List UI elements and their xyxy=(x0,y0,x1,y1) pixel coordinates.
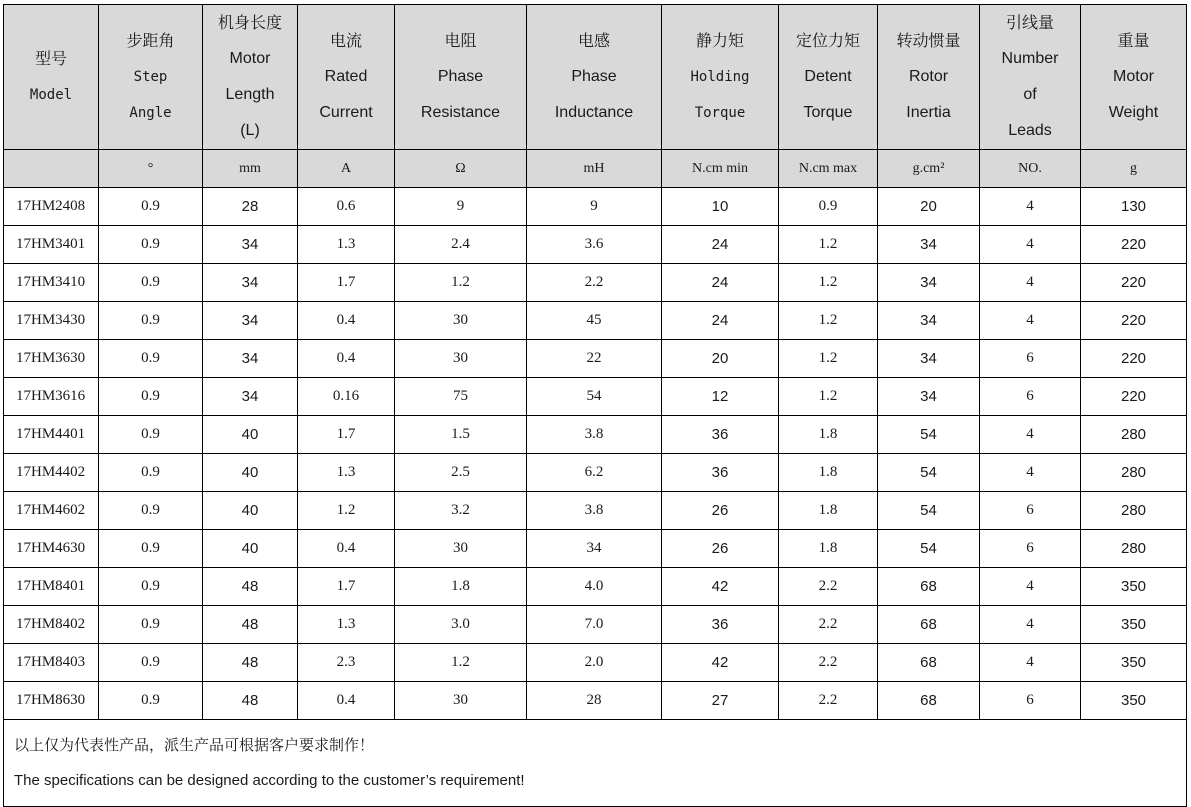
table-cell: 24 xyxy=(662,226,779,264)
table-cell: 220 xyxy=(1081,302,1187,340)
column-header xyxy=(99,5,203,150)
table-row xyxy=(4,682,1187,720)
table-cell: 6 xyxy=(980,340,1081,378)
table-cell: 48 xyxy=(203,606,298,644)
table-cell: 0.9 xyxy=(99,302,203,340)
model-cell: 17HM3616 xyxy=(4,378,99,416)
table-cell: 26 xyxy=(662,530,779,568)
column-unit: NO. xyxy=(980,150,1081,188)
table-cell: 7.0 xyxy=(527,606,662,644)
table-cell: 48 xyxy=(203,644,298,682)
table-cell: 2.4 xyxy=(395,226,527,264)
table-cell: 3.0 xyxy=(395,606,527,644)
column-header xyxy=(203,5,298,150)
table-cell: 4 xyxy=(980,302,1081,340)
table-cell: 1.7 xyxy=(298,568,395,606)
column-header-en: Phase xyxy=(437,68,484,85)
table-cell: 4 xyxy=(980,644,1081,682)
column-header-en: Detent xyxy=(804,68,852,85)
footer-note-en: The specifications can be designed according to the customer’s requirement! xyxy=(14,772,525,789)
table-cell: 4 xyxy=(980,568,1081,606)
model-cell: 17HM8402 xyxy=(4,606,99,644)
table-cell: 2.0 xyxy=(527,644,662,682)
table-cell: 3.8 xyxy=(527,416,662,454)
table-row xyxy=(4,454,1187,492)
model-cell: 17HM4630 xyxy=(4,530,99,568)
column-header-en: Phase xyxy=(571,68,617,85)
table-cell: 68 xyxy=(878,568,980,606)
table-cell: 34 xyxy=(878,226,980,264)
table-cell: 1.3 xyxy=(298,226,395,264)
column-unit: mH xyxy=(527,150,662,188)
table-row xyxy=(4,492,1187,530)
table-cell: 54 xyxy=(878,454,980,492)
table-cell: 1.2 xyxy=(779,302,878,340)
model-cell: 17HM3410 xyxy=(4,264,99,302)
table-cell: 0.4 xyxy=(298,302,395,340)
column-header-cn: 静力矩 xyxy=(695,31,744,50)
column-header-en: Inertia xyxy=(906,104,951,121)
column-header-cn: 电流 xyxy=(329,31,362,50)
table-row xyxy=(4,416,1187,454)
column-unit: ° xyxy=(99,150,203,188)
column-unit: Ω xyxy=(395,150,527,188)
table-cell: 350 xyxy=(1081,644,1187,682)
table-cell: 24 xyxy=(662,302,779,340)
column-header-en: Length xyxy=(225,86,275,103)
table-row xyxy=(4,378,1187,416)
table-row xyxy=(4,264,1187,302)
column-header-en: of xyxy=(1023,86,1037,103)
table-cell: 20 xyxy=(878,188,980,226)
table-cell: 24 xyxy=(662,264,779,302)
column-header-en: Torque xyxy=(803,104,853,121)
table-cell: 0.9 xyxy=(99,644,203,682)
table-cell: 1.8 xyxy=(779,492,878,530)
table-cell: 0.9 xyxy=(99,226,203,264)
table-cell: 36 xyxy=(662,416,779,454)
table-cell: 4 xyxy=(980,264,1081,302)
table-cell: 30 xyxy=(395,530,527,568)
table-cell: 4 xyxy=(980,188,1081,226)
table-cell: 0.9 xyxy=(99,568,203,606)
table-cell: 2.2 xyxy=(779,682,878,720)
table-cell: 34 xyxy=(203,264,298,302)
column-header-en: Motor xyxy=(229,50,271,67)
table-cell: 1.2 xyxy=(779,378,878,416)
table-row xyxy=(4,644,1187,682)
table-cell: 34 xyxy=(203,302,298,340)
column-unit xyxy=(4,150,99,188)
table-cell: 30 xyxy=(395,302,527,340)
table-cell: 54 xyxy=(878,416,980,454)
column-header-en: Holding xyxy=(690,69,750,85)
column-header-en: Resistance xyxy=(420,104,501,121)
table-cell: 30 xyxy=(395,682,527,720)
table-cell: 2.2 xyxy=(779,568,878,606)
table-cell: 280 xyxy=(1081,492,1187,530)
table-cell: 1.2 xyxy=(395,264,527,302)
column-header-en: Rotor xyxy=(908,68,949,85)
column-header xyxy=(878,5,980,150)
table-cell: 28 xyxy=(527,682,662,720)
table-cell: 350 xyxy=(1081,568,1187,606)
table-cell: 4 xyxy=(980,606,1081,644)
table-cell: 40 xyxy=(203,530,298,568)
table-cell: 1.7 xyxy=(298,264,395,302)
table-header xyxy=(4,5,1187,188)
table-cell: 36 xyxy=(662,454,779,492)
table-cell: 0.9 xyxy=(779,188,878,226)
column-header-cn: 定位力矩 xyxy=(795,31,860,50)
column-header xyxy=(527,5,662,150)
table-cell: 9 xyxy=(395,188,527,226)
table-cell: 2.2 xyxy=(779,606,878,644)
column-header-en: (L) xyxy=(240,122,260,139)
column-header xyxy=(4,5,99,150)
column-unit: N.cm max xyxy=(779,150,878,188)
table-cell: 4 xyxy=(980,416,1081,454)
table-cell: 0.9 xyxy=(99,606,203,644)
column-unit: N.cm min xyxy=(662,150,779,188)
table-cell: 0.16 xyxy=(298,378,395,416)
table-cell: 0.9 xyxy=(99,682,203,720)
table-cell: 20 xyxy=(662,340,779,378)
model-cell: 17HM4401 xyxy=(4,416,99,454)
model-cell: 17HM4602 xyxy=(4,492,99,530)
column-header-cn: 机身长度 xyxy=(217,13,282,32)
column-header-cn: 转动惯量 xyxy=(896,31,961,50)
table-cell: 1.8 xyxy=(395,568,527,606)
table-cell: 30 xyxy=(395,340,527,378)
table-cell: 2.3 xyxy=(298,644,395,682)
table-cell: 68 xyxy=(878,644,980,682)
footer-row xyxy=(4,720,1187,807)
table-cell: 0.9 xyxy=(99,454,203,492)
table-cell: 1.2 xyxy=(779,264,878,302)
table-cell: 350 xyxy=(1081,606,1187,644)
table-cell: 280 xyxy=(1081,416,1187,454)
table-cell: 0.9 xyxy=(99,378,203,416)
table-cell: 1.8 xyxy=(779,416,878,454)
table-cell: 1.8 xyxy=(779,530,878,568)
table-cell: 75 xyxy=(395,378,527,416)
table-cell: 45 xyxy=(527,302,662,340)
column-header xyxy=(662,5,779,150)
table-cell: 40 xyxy=(203,492,298,530)
column-header-en: Weight xyxy=(1108,104,1159,121)
table-cell: 0.4 xyxy=(298,682,395,720)
table-cell: 34 xyxy=(878,302,980,340)
table-cell: 28 xyxy=(203,188,298,226)
table-row xyxy=(4,606,1187,644)
column-header-cn: 电感 xyxy=(577,31,610,50)
table-cell: 3.6 xyxy=(527,226,662,264)
column-header-en: Step xyxy=(133,69,168,85)
table-cell: 6 xyxy=(980,492,1081,530)
table-cell: 2.2 xyxy=(779,644,878,682)
footer-note xyxy=(4,720,1187,807)
table-cell: 2.5 xyxy=(395,454,527,492)
table-cell: 0.9 xyxy=(99,416,203,454)
column-header-en: Angle xyxy=(129,105,172,121)
model-cell: 17HM4402 xyxy=(4,454,99,492)
table-cell: 280 xyxy=(1081,530,1187,568)
table-cell: 350 xyxy=(1081,682,1187,720)
table-cell: 68 xyxy=(878,682,980,720)
table-cell: 1.3 xyxy=(298,606,395,644)
model-cell: 17HM3401 xyxy=(4,226,99,264)
table-cell: 6 xyxy=(980,530,1081,568)
column-unit: g.cm² xyxy=(878,150,980,188)
table-row xyxy=(4,568,1187,606)
model-cell: 17HM3430 xyxy=(4,302,99,340)
table-cell: 34 xyxy=(203,226,298,264)
table-cell: 6.2 xyxy=(527,454,662,492)
table-cell: 34 xyxy=(527,530,662,568)
table-cell: 0.9 xyxy=(99,340,203,378)
column-header-en: Model xyxy=(29,87,73,103)
model-cell: 17HM8630 xyxy=(4,682,99,720)
column-header-cn: 步距角 xyxy=(126,31,175,50)
table-cell: 3.8 xyxy=(527,492,662,530)
column-header-en: Leads xyxy=(1008,122,1052,139)
column-header xyxy=(779,5,878,150)
table-cell: 6 xyxy=(980,378,1081,416)
table-cell: 1.2 xyxy=(779,340,878,378)
table-cell: 48 xyxy=(203,568,298,606)
table-row xyxy=(4,302,1187,340)
table-cell: 54 xyxy=(527,378,662,416)
model-cell: 17HM8401 xyxy=(4,568,99,606)
table-cell: 1.8 xyxy=(779,454,878,492)
table-cell: 4.0 xyxy=(527,568,662,606)
table-body xyxy=(4,188,1187,720)
model-cell: 17HM8403 xyxy=(4,644,99,682)
table-cell: 42 xyxy=(662,644,779,682)
table-cell: 1.2 xyxy=(298,492,395,530)
table-row xyxy=(4,226,1187,264)
table-cell: 4 xyxy=(980,454,1081,492)
table-cell: 0.9 xyxy=(99,264,203,302)
table-cell: 48 xyxy=(203,682,298,720)
table-cell: 54 xyxy=(878,530,980,568)
table-cell: 68 xyxy=(878,606,980,644)
column-header xyxy=(298,5,395,150)
table-cell: 1.7 xyxy=(298,416,395,454)
column-unit: mm xyxy=(203,150,298,188)
column-header-en: Motor xyxy=(1113,68,1154,85)
table-cell: 2.2 xyxy=(527,264,662,302)
column-header-cn: 电阻 xyxy=(444,31,477,50)
column-header xyxy=(1081,5,1187,150)
motor-spec-table xyxy=(3,4,1187,807)
column-header-en: Torque xyxy=(694,105,746,121)
table-cell: 0.4 xyxy=(298,530,395,568)
table-cell: 4 xyxy=(980,226,1081,264)
table-cell: 1.2 xyxy=(779,226,878,264)
table-cell: 34 xyxy=(878,340,980,378)
column-header-cn: 引线量 xyxy=(1005,13,1054,32)
table-cell: 220 xyxy=(1081,378,1187,416)
table-cell: 34 xyxy=(878,378,980,416)
column-header-en: Rated xyxy=(324,68,368,85)
table-cell: 34 xyxy=(203,378,298,416)
column-header-cn: 重量 xyxy=(1117,31,1150,50)
table-row xyxy=(4,188,1187,226)
table-cell: 9 xyxy=(527,188,662,226)
table-cell: 36 xyxy=(662,606,779,644)
table-cell: 54 xyxy=(878,492,980,530)
model-cell: 17HM3630 xyxy=(4,340,99,378)
table-cell: 22 xyxy=(527,340,662,378)
table-row xyxy=(4,340,1187,378)
column-unit: A xyxy=(298,150,395,188)
unit-row xyxy=(4,150,1187,188)
footer-note-cn: 以上仅为代表性产品，派生产品可根据客户要求制作！ xyxy=(14,736,375,754)
table-cell: 0.9 xyxy=(99,530,203,568)
table-cell: 0.9 xyxy=(99,188,203,226)
column-header xyxy=(395,5,527,150)
table-cell: 34 xyxy=(203,340,298,378)
table-cell: 0.9 xyxy=(99,492,203,530)
table-cell: 1.3 xyxy=(298,454,395,492)
table-cell: 3.2 xyxy=(395,492,527,530)
column-header-en: Inductance xyxy=(554,104,634,121)
column-unit: g xyxy=(1081,150,1187,188)
table-cell: 10 xyxy=(662,188,779,226)
column-header-en: Number xyxy=(1001,50,1059,67)
table-cell: 220 xyxy=(1081,264,1187,302)
header-row xyxy=(4,5,1187,150)
table-cell: 220 xyxy=(1081,226,1187,264)
model-cell: 17HM2408 xyxy=(4,188,99,226)
column-header-en: Current xyxy=(319,104,373,121)
table-cell: 40 xyxy=(203,454,298,492)
table-cell: 280 xyxy=(1081,454,1187,492)
table-cell: 27 xyxy=(662,682,779,720)
table-cell: 1.2 xyxy=(395,644,527,682)
table-cell: 40 xyxy=(203,416,298,454)
table-row xyxy=(4,530,1187,568)
table-cell: 0.6 xyxy=(298,188,395,226)
table-cell: 1.5 xyxy=(395,416,527,454)
table-cell: 42 xyxy=(662,568,779,606)
table-cell: 130 xyxy=(1081,188,1187,226)
column-header-cn: 型号 xyxy=(34,49,67,68)
column-header xyxy=(980,5,1081,150)
table-cell: 0.4 xyxy=(298,340,395,378)
table-cell: 26 xyxy=(662,492,779,530)
table-cell: 12 xyxy=(662,378,779,416)
table-cell: 34 xyxy=(878,264,980,302)
table-cell: 6 xyxy=(980,682,1081,720)
table-cell: 220 xyxy=(1081,340,1187,378)
